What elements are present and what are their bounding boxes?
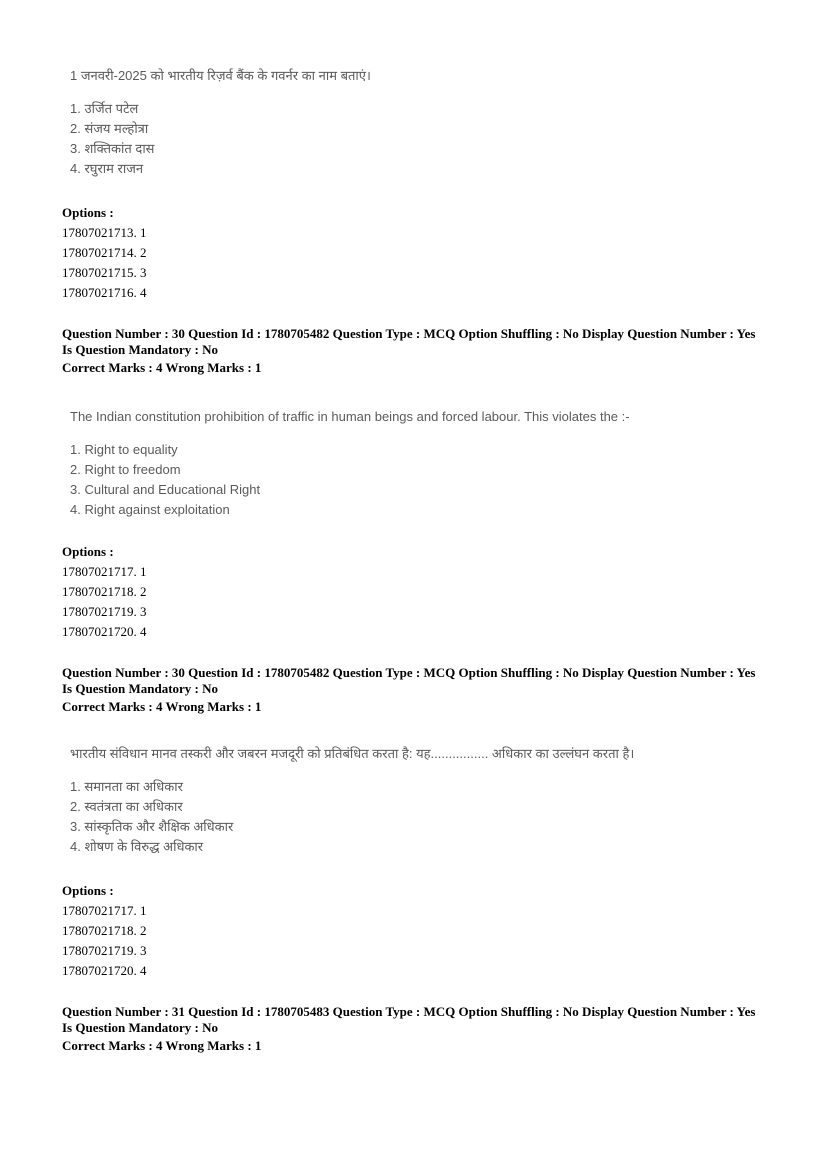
- option-id: 17807021714. 2: [62, 245, 147, 260]
- options-block: [62, 204, 147, 303]
- option-id: 17807021718. 2: [62, 923, 147, 938]
- question-info-line: Question Number : 30 Question Id : 1780705482 Question Type : MCQ Option Shuffling : No Display Question Number : Yes: [62, 665, 756, 680]
- question-marks-line: Correct Marks : 4 Wrong Marks : 1: [62, 360, 262, 375]
- question-text: The Indian constitution prohibition of traffic in human beings and forced labour. This violates the :-: [70, 409, 630, 424]
- question-marks-line: Correct Marks : 4 Wrong Marks : 1: [62, 1038, 262, 1053]
- question-image: [70, 746, 634, 857]
- option-id: 17807021716. 4: [62, 285, 147, 300]
- question-meta: [62, 1004, 782, 1054]
- question-option: 4. शोषण के विरुद्ध अधिकार: [70, 839, 204, 854]
- option-id: 17807021718. 2: [62, 584, 147, 599]
- option-id: 17807021717. 1: [62, 564, 147, 579]
- question-meta: [62, 326, 782, 376]
- option-id: 17807021719. 3: [62, 604, 147, 619]
- question-info-line: Question Number : 31 Question Id : 1780705483 Question Type : MCQ Option Shuffling : No Display Question Number : Yes: [62, 1004, 756, 1019]
- question-option: 3. Cultural and Educational Right: [70, 482, 261, 497]
- question-option-list: [70, 440, 630, 520]
- question-info-line: Question Number : 30 Question Id : 1780705482 Question Type : MCQ Option Shuffling : No Display Question Number : Yes: [62, 326, 756, 341]
- question-option: 4. Right against exploitation: [70, 502, 230, 517]
- question-marks-line: Correct Marks : 4 Wrong Marks : 1: [62, 699, 262, 714]
- question-option: 2. Right to freedom: [70, 462, 181, 477]
- option-id: 17807021717. 1: [62, 903, 147, 918]
- question-option: 4. रघुराम राजन: [70, 161, 144, 176]
- question-text: 1 जनवरी-2025 को भारतीय रिज़र्व बैंक के गवर्नर का नाम बताएं।: [70, 68, 371, 83]
- question-option: 1. Right to equality: [70, 442, 178, 457]
- option-id: 17807021713. 1: [62, 225, 147, 240]
- question-option: 3. शक्तिकांत दास: [70, 141, 155, 156]
- question-mandatory-line: Is Question Mandatory : No: [62, 342, 219, 357]
- question-option: 1. समानता का अधिकार: [70, 779, 183, 794]
- question-image: [70, 409, 630, 520]
- question-meta: [62, 665, 782, 715]
- options-heading: Options :: [62, 544, 114, 559]
- option-id: 17807021719. 3: [62, 943, 147, 958]
- question-option: 3. सांस्कृतिक और शैक्षिक अधिकार: [70, 819, 234, 834]
- options-heading: Options :: [62, 883, 114, 898]
- option-id: 17807021720. 4: [62, 963, 147, 978]
- option-id: 17807021720. 4: [62, 624, 147, 639]
- question-option-list: [70, 99, 371, 179]
- options-block: [62, 543, 147, 642]
- question-option: 2. संजय मल्होत्रा: [70, 121, 149, 136]
- question-mandatory-line: Is Question Mandatory : No: [62, 681, 219, 696]
- question-mandatory-line: Is Question Mandatory : No: [62, 1020, 219, 1035]
- options-block: [62, 882, 147, 981]
- question-image: [70, 68, 371, 179]
- question-text: भारतीय संविधान मानव तस्करी और जबरन मजदूरी को प्रतिबंधित करता है: यह................ अधिकार का उल्लंघन करता है।: [70, 746, 635, 761]
- question-option-list: [70, 777, 634, 857]
- question-option: 2. स्वतंत्रता का अधिकार: [70, 799, 183, 814]
- options-heading: Options :: [62, 205, 114, 220]
- option-id: 17807021715. 3: [62, 265, 147, 280]
- question-option: 1. उर्जित पटेल: [70, 101, 139, 116]
